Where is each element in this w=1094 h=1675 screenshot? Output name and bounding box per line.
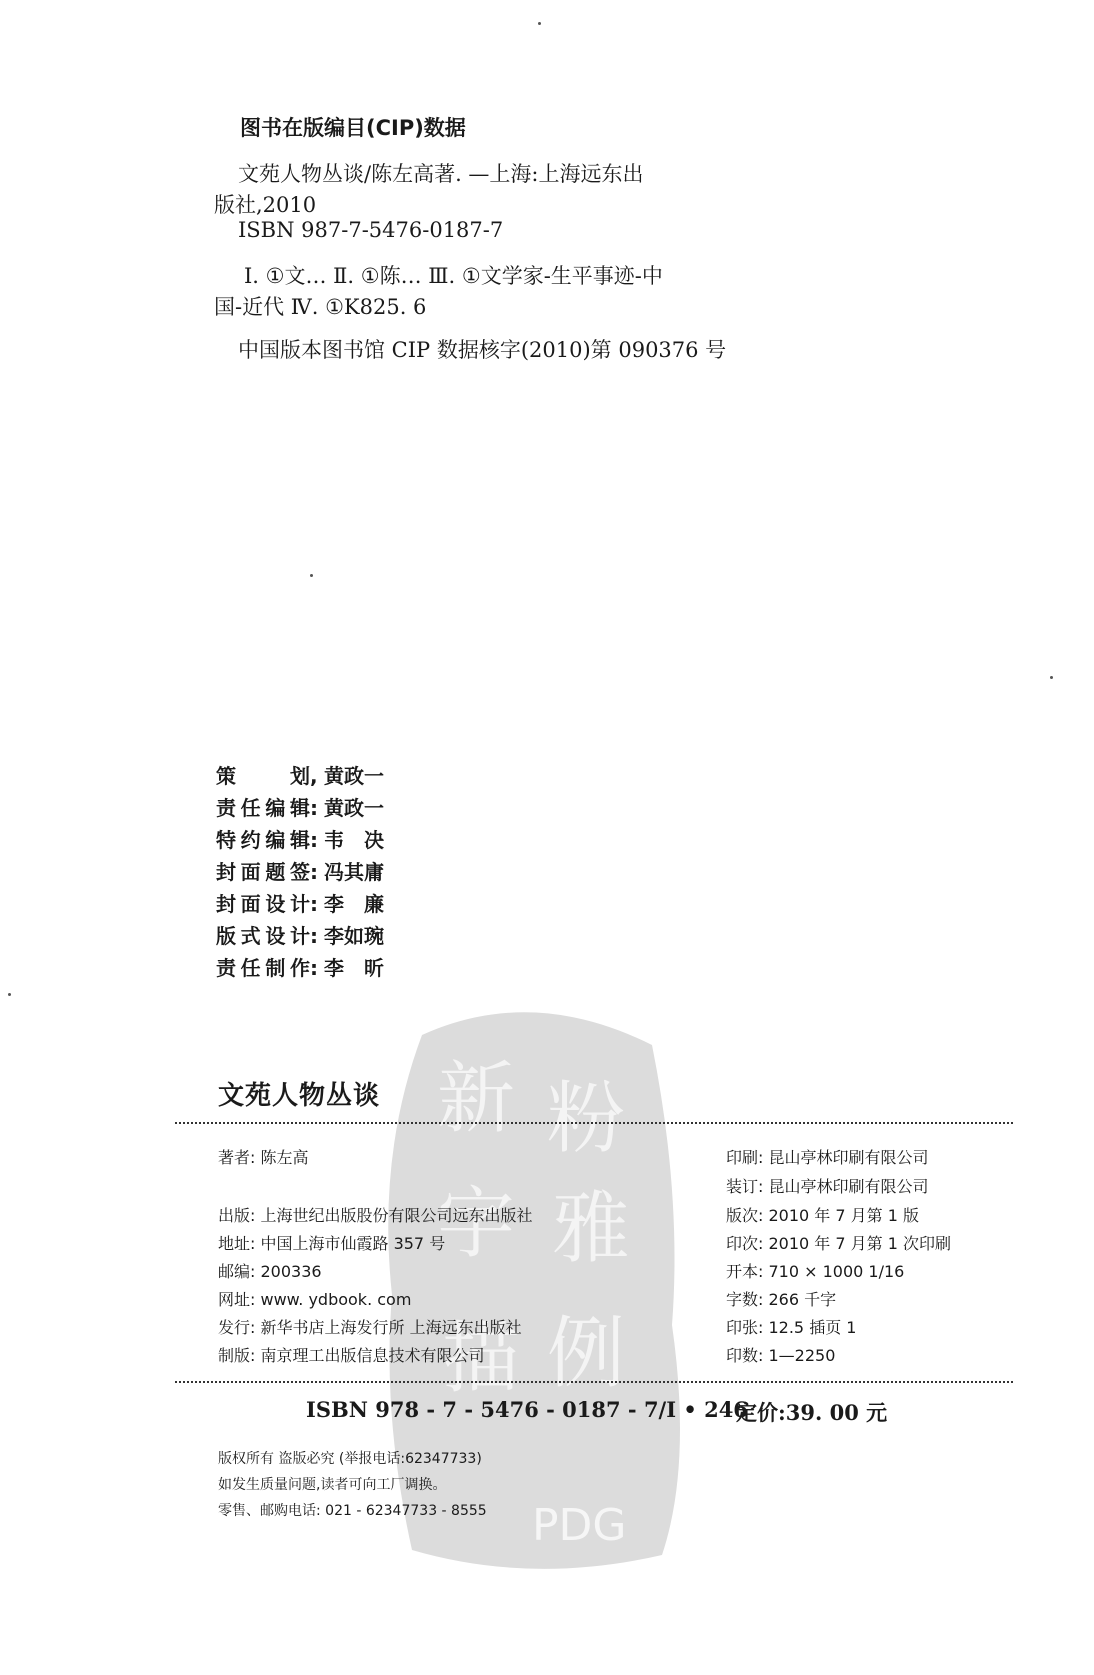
scan-speck [1050, 676, 1053, 679]
staff-name: 李 昕 [324, 956, 384, 980]
staff-name: 韦 决 [324, 828, 384, 852]
isbn-number: ISBN 978 - 7 - 5476 - 0187 - 7/I • 246 [306, 1397, 748, 1422]
info-printing: 印刷: 昆山亭林印刷有限公司 [726, 1148, 929, 1167]
info-binding: 装订: 昆山亭林印刷有限公司 [726, 1177, 929, 1196]
staff-row [216, 824, 384, 853]
info-word-count: 字数: 266 千字 [726, 1290, 837, 1309]
staff-colon: : [310, 796, 318, 820]
staff-colon: : [310, 828, 318, 852]
staff-role: 责任编辑 [216, 796, 310, 820]
dotted-divider-top [175, 1122, 1013, 1124]
staff-colon: : [310, 860, 318, 884]
staff-name: 李如琬 [324, 924, 384, 948]
info-plate: 制版: 南京理工出版信息技术有限公司 [218, 1346, 485, 1365]
staff-colon: : [310, 956, 318, 980]
price: 定价:39. 00 元 [736, 1400, 888, 1425]
staff-role: 责任制作 [216, 956, 310, 980]
pdg-logo-text: PDG [532, 1500, 627, 1551]
cip-heading: 图书在版编目(CIP)数据 [240, 116, 466, 140]
quality-notice: 如发生质量问题,读者可向工厂调换。 [218, 1477, 447, 1493]
cip-line-record-number: 中国版本图书馆 CIP 数据核字(2010)第 090376 号 [238, 338, 727, 362]
info-sheets: 印张: 12.5 插页 1 [726, 1318, 857, 1337]
staff-row [216, 888, 384, 917]
staff-row [216, 760, 384, 789]
seal-char-5: 描 [442, 1314, 521, 1404]
info-address: 地址: 中国上海市仙霞路 357 号 [218, 1234, 446, 1253]
staff-row [216, 856, 384, 885]
info-publisher: 出版: 上海世纪出版股份有限公司远东出版社 [218, 1206, 533, 1225]
copyright-notice: 版权所有 盗版必究 (举报电话:62347733) [218, 1451, 482, 1467]
scan-speck [8, 993, 11, 996]
staff-name: 冯其庸 [324, 860, 384, 884]
book-title: 文苑人物丛谈 [218, 1081, 381, 1111]
staff-colon: : [310, 892, 318, 916]
seal-char-6: 粉 [547, 1074, 626, 1164]
cip-line-classification: Ⅰ. ①文… Ⅱ. ①陈… Ⅲ. ①文学家-生平事迹-中 [244, 264, 663, 288]
seal-char-3: 字 [437, 1179, 516, 1269]
cip-line-isbn: ISBN 987-7-5476-0187-7 [238, 218, 504, 242]
seal-char-4: 例 [547, 1309, 626, 1399]
staff-row [216, 792, 384, 821]
staff-role: 封面题签 [216, 860, 310, 884]
scan-speck [538, 22, 541, 25]
info-postcode: 邮编: 200336 [218, 1262, 322, 1281]
cip-line-title: 文苑人物丛谈/陈左高著. —上海:上海远东出 [238, 162, 644, 186]
staff-role: 策划 [216, 764, 310, 788]
retail-phone: 零售、邮购电话: 021 - 62347733 - 8555 [218, 1503, 487, 1519]
staff-row [216, 952, 384, 981]
staff-name: 黄政一 [324, 764, 384, 788]
seal-char-1: 新 [437, 1054, 516, 1144]
info-format: 开本: 710 × 1000 1/16 [726, 1262, 905, 1281]
staff-colon: : [310, 924, 318, 948]
staff-colon: , [310, 764, 318, 788]
info-author: 著者: 陈左高 [218, 1148, 309, 1167]
info-impression: 印次: 2010 年 7 月第 1 次印刷 [726, 1234, 951, 1253]
cip-line-classification-cont: 国-近代 Ⅳ. ①K825. 6 [214, 295, 427, 319]
staff-row [216, 920, 384, 949]
info-distribution: 发行: 新华书店上海发行所 上海远东出版社 [218, 1318, 522, 1337]
dotted-divider-bottom [175, 1381, 1013, 1383]
seal-char-2: 雅 [552, 1184, 631, 1274]
info-print-run: 印数: 1—2250 [726, 1346, 836, 1365]
cip-line-publisher: 版社,2010 [214, 193, 317, 217]
info-edition: 版次: 2010 年 7 月第 1 版 [726, 1206, 919, 1225]
staff-name: 李 廉 [324, 892, 384, 916]
staff-role: 版式设计 [216, 924, 310, 948]
staff-name: 黄政一 [324, 796, 384, 820]
staff-role: 特约编辑 [216, 828, 310, 852]
staff-role: 封面设计 [216, 892, 310, 916]
info-website: 网址: www. ydbook. com [218, 1290, 412, 1309]
scan-speck [310, 574, 313, 577]
